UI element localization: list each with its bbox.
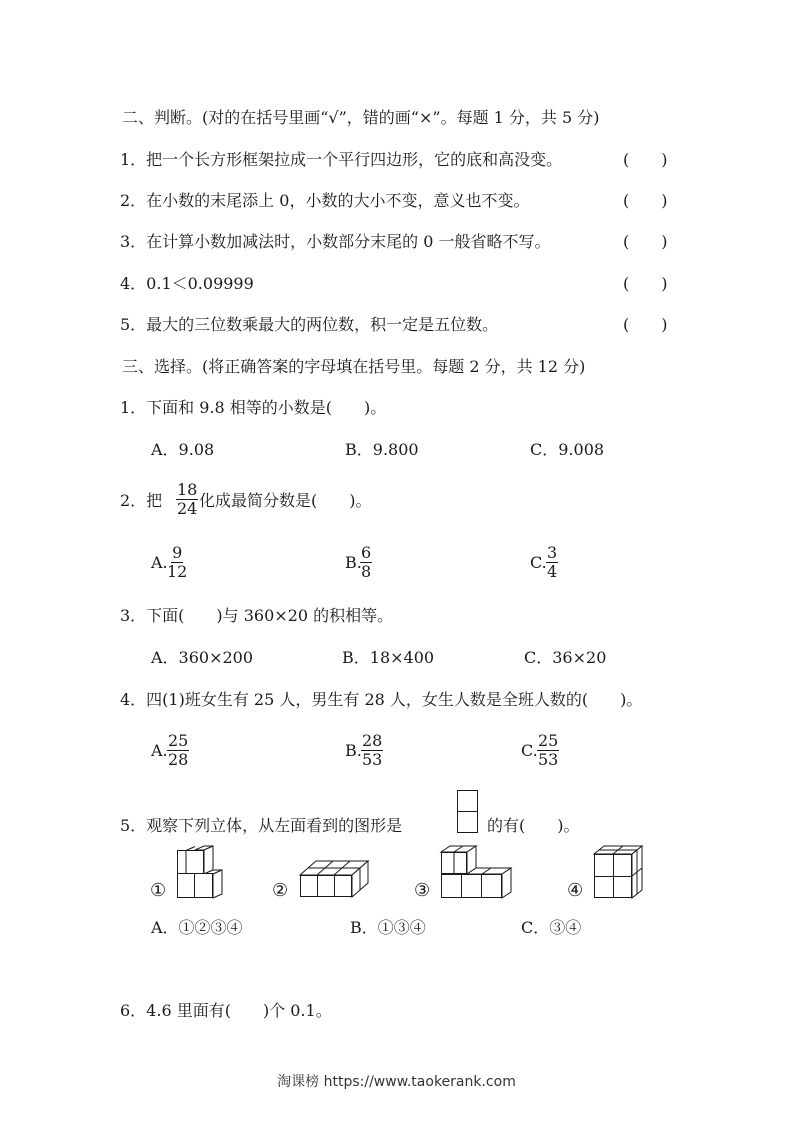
judge-paren-2: ( ): [623, 191, 668, 210]
choice-q3-option-b: B．18×400: [342, 648, 435, 667]
fraction-denominator: 4: [547, 562, 558, 581]
figure-label-4: ④: [567, 880, 584, 901]
judge-item-5: 5．最大的三位数乘最大的两位数，积一定是五位数。: [120, 315, 499, 334]
choice-q1-stem: 1．下面和 9.8 相等的小数是( )。: [120, 398, 387, 417]
choice-q4-option-c-fraction: [537, 732, 559, 769]
choice-q4-option-b-label: B.: [345, 741, 362, 760]
judge-paren-4: ( ): [623, 274, 668, 293]
cube-stack-figure-4-icon: [594, 846, 644, 900]
fraction-numerator: 25: [538, 731, 559, 750]
choice-q3-option-a: A．360×200: [151, 648, 254, 667]
choice-q5-option-c: C．③④: [521, 918, 582, 937]
fraction-denominator: 8: [361, 562, 372, 581]
choice-q3-option-c: C．36×20: [524, 648, 607, 667]
fraction-denominator: 24: [177, 499, 198, 518]
choice-q1-option-c: C．9.008: [530, 440, 605, 459]
choice-q6-stem: 6．4.6 里面有( )个 0.1。: [120, 1001, 332, 1020]
judge-item-2: 2．在小数的末尾添上 0，小数的大小不变，意义也不变。: [120, 191, 530, 210]
choice-q2-option-a-label: A.: [151, 553, 168, 572]
section3-title: 三、选择。(将正确答案的字母填在括号里。每题 2 分，共 12 分): [122, 357, 586, 376]
choice-q5-stem-post: 的有( )。: [487, 816, 580, 835]
choice-q1-option-b: B．9.800: [345, 440, 419, 459]
choice-q3-stem: 3．下面( )与 360×20 的积相等。: [120, 606, 394, 625]
choice-q2-stem-fraction: [176, 481, 198, 518]
fraction-numerator: 3: [547, 543, 558, 562]
fraction-numerator: 25: [168, 731, 189, 750]
choice-q2-option-b-fraction: [360, 544, 372, 581]
cube-stack-figure-2-icon: [300, 857, 364, 901]
choice-q2-option-c-fraction: [546, 544, 558, 581]
choice-q4-option-b-fraction: [361, 732, 383, 769]
choice-q5-stem-pre: 5．观察下列立体，从左面看到的图形是: [120, 816, 403, 835]
fraction-denominator: 53: [538, 750, 559, 769]
section2-title: 二、判断。(对的在括号里画“√”，错的画“×”。每题 1 分，共 5 分): [122, 108, 600, 127]
left-view-shape-icon: [457, 790, 479, 834]
choice-q2-option-b-label: B.: [345, 553, 362, 572]
fraction-denominator: 28: [168, 750, 189, 769]
choice-q2-option-c-label: C.: [530, 553, 547, 572]
fraction-numerator: 6: [361, 543, 372, 562]
choice-q4-stem: 4．四(1)班女生有 25 人，男生有 28 人，女生人数是全班人数的( )。: [120, 690, 643, 709]
judge-paren-1: ( ): [623, 150, 668, 169]
fraction-denominator: 12: [167, 562, 188, 581]
choice-q2-option-a-fraction: [167, 544, 187, 581]
fraction-numerator: 9: [172, 543, 183, 562]
choice-q5-option-b: B．①③④: [350, 918, 426, 937]
choice-q4-option-a-label: A.: [151, 741, 168, 760]
fraction-numerator: 18: [177, 480, 198, 499]
cube-stack-figure-3-icon: [441, 846, 517, 900]
figure-label-1: ①: [150, 880, 167, 901]
choice-q1-option-a: A．9.08: [151, 440, 215, 459]
judge-paren-5: ( ): [623, 315, 668, 334]
judge-item-4: 4．0.1＜0.09999: [120, 274, 254, 293]
figure-label-3: ③: [414, 880, 431, 901]
figure-label-2: ②: [272, 880, 289, 901]
cube-stack-figure-1-icon: [177, 846, 233, 900]
fraction-numerator: 28: [362, 731, 383, 750]
choice-q4-option-c-label: C.: [521, 741, 538, 760]
footer-watermark: 淘课榜 https://www.taokerank.com: [277, 1074, 516, 1090]
judge-paren-3: ( ): [623, 232, 668, 251]
choice-q2-stem-post: 化成最简分数是( )。: [199, 491, 372, 510]
choice-q5-option-a: A．①②③④: [151, 918, 243, 937]
choice-q4-option-a-fraction: [167, 732, 189, 769]
fraction-denominator: 53: [362, 750, 383, 769]
judge-item-3: 3．在计算小数加减法时，小数部分末尾的 0 一般省略不写。: [120, 232, 551, 251]
judge-item-1: 1．把一个长方形框架拉成一个平行四边形，它的底和高没变。: [120, 150, 563, 169]
choice-q2-stem-pre: 2．把: [120, 491, 163, 510]
